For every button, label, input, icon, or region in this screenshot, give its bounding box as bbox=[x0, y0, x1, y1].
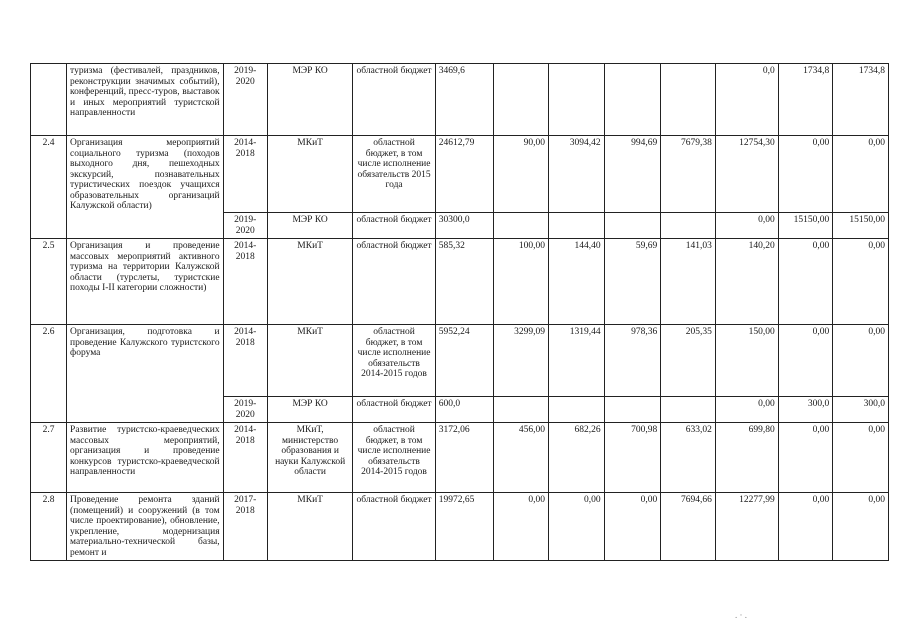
executor-cell: МКиТ bbox=[267, 239, 352, 325]
year-value-cell bbox=[604, 64, 661, 136]
scan-dots: . · . bbox=[735, 610, 747, 620]
total-value-cell: 5952,24 bbox=[435, 325, 494, 397]
total-value-cell: 3172,06 bbox=[435, 423, 494, 493]
row-number bbox=[31, 64, 67, 136]
year-value-cell: 699,80 bbox=[715, 423, 778, 493]
year-value-cell: 7679,38 bbox=[661, 136, 716, 213]
year-value-cell: 0,00 bbox=[778, 239, 833, 325]
year-value-cell: 0,00 bbox=[778, 493, 833, 561]
year-value-cell: 3094,42 bbox=[549, 136, 605, 213]
year-value-cell: 7694,66 bbox=[661, 493, 716, 561]
year-value-cell: 0,00 bbox=[715, 397, 778, 423]
total-value-cell: 585,32 bbox=[435, 239, 494, 325]
period-cell: 2014-2018 bbox=[223, 136, 267, 213]
year-value-cell: 978,36 bbox=[604, 325, 661, 397]
year-value-cell: 0,00 bbox=[833, 136, 889, 213]
activity-name: Организация, подготовка и проведение Калужского туристского форума bbox=[67, 325, 224, 423]
executor-cell: МЭР КО bbox=[267, 213, 352, 239]
year-value-cell: 90,00 bbox=[494, 136, 549, 213]
year-value-cell: 0,00 bbox=[778, 136, 833, 213]
period-cell: 2014-2018 bbox=[223, 239, 267, 325]
year-value-cell: 0,00 bbox=[833, 493, 889, 561]
row-number: 2.5 bbox=[31, 239, 67, 325]
year-value-cell: 59,69 bbox=[604, 239, 661, 325]
year-value-cell bbox=[494, 64, 549, 136]
table-row bbox=[31, 493, 889, 561]
funding-source-cell: областной бюджет bbox=[353, 397, 435, 423]
period-cell: 2014-2018 bbox=[223, 325, 267, 397]
row-number: 2.7 bbox=[31, 423, 67, 493]
year-value-cell: 0,00 bbox=[715, 213, 778, 239]
period-cell: 2014-2018 bbox=[223, 423, 267, 493]
table-row bbox=[31, 64, 889, 136]
total-value-cell: 19972,65 bbox=[435, 493, 494, 561]
year-value-cell: 205,35 bbox=[661, 325, 716, 397]
executor-cell: МКиТ, министерство образования и науки Калужской области bbox=[267, 423, 352, 493]
year-value-cell: 1734,8 bbox=[778, 64, 833, 136]
year-value-cell: 0,00 bbox=[778, 423, 833, 493]
funding-source-cell: областной бюджет bbox=[353, 213, 435, 239]
year-value-cell bbox=[494, 397, 549, 423]
executor-cell: МКиТ bbox=[267, 325, 352, 397]
year-value-cell: 141,03 bbox=[661, 239, 716, 325]
period-cell: 2019-2020 bbox=[223, 397, 267, 423]
year-value-cell: 150,00 bbox=[715, 325, 778, 397]
year-value-cell: 1319,44 bbox=[549, 325, 605, 397]
year-value-cell: 456,00 bbox=[494, 423, 549, 493]
executor-cell: МЭР КО bbox=[267, 397, 352, 423]
year-value-cell bbox=[604, 213, 661, 239]
table-row bbox=[31, 325, 889, 397]
executor-cell: МКиТ bbox=[267, 493, 352, 561]
period-cell: 2019-2020 bbox=[223, 213, 267, 239]
row-number: 2.6 bbox=[31, 325, 67, 423]
year-value-cell: 0,00 bbox=[549, 493, 605, 561]
total-value-cell: 30300,0 bbox=[435, 213, 494, 239]
year-value-cell: 0,00 bbox=[833, 423, 889, 493]
year-value-cell: 0,00 bbox=[833, 325, 889, 397]
year-value-cell bbox=[661, 64, 716, 136]
budget-table bbox=[30, 63, 889, 561]
activity-name: Проведение ремонта зданий (помещений) и сооружений (в том числе проектирование), обновление, укрепление, модернизация материально-технической базы, ремонт и bbox=[67, 493, 224, 561]
executor-cell: МКиТ bbox=[267, 136, 352, 213]
row-number: 2.4 bbox=[31, 136, 67, 239]
year-value-cell bbox=[661, 213, 716, 239]
year-value-cell: 100,00 bbox=[494, 239, 549, 325]
table-row bbox=[31, 136, 889, 213]
activity-name: Развитие туристско-краеведческих массовых мероприятий, организация и проведение конкурсов туристско-краеведческой направленности bbox=[67, 423, 224, 493]
year-value-cell bbox=[549, 213, 605, 239]
table-body bbox=[31, 64, 889, 561]
total-value-cell: 24612,79 bbox=[435, 136, 494, 213]
year-value-cell: 3299,09 bbox=[494, 325, 549, 397]
year-value-cell: 15150,00 bbox=[833, 213, 889, 239]
total-value-cell: 3469,6 bbox=[435, 64, 494, 136]
activity-name: туризма (фестивалей, праздников, реконструкции значимых событий), конференций, пресс-туров, выставок и иных мероприятий туристской направленности bbox=[67, 64, 224, 136]
period-cell: 2019-2020 bbox=[223, 64, 267, 136]
row-number: 2.8 bbox=[31, 493, 67, 561]
year-value-cell: 140,20 bbox=[715, 239, 778, 325]
year-value-cell: 12754,30 bbox=[715, 136, 778, 213]
year-value-cell: 300,0 bbox=[778, 397, 833, 423]
year-value-cell: 15150,00 bbox=[778, 213, 833, 239]
year-value-cell bbox=[549, 397, 605, 423]
activity-name: Организация мероприятий социального туризма (походов выходного дня, пешеходных экскурсий, познавательных туристических поездок учащихся образовательных организаций Калужской области) bbox=[67, 136, 224, 239]
year-value-cell: 0,0 bbox=[715, 64, 778, 136]
year-value-cell: 0,00 bbox=[778, 325, 833, 397]
activity-name: Организация и проведение массовых мероприятий активного туризма на территории Калужской области (турслеты, туристские походы I-II категории сложности) bbox=[67, 239, 224, 325]
funding-source-cell: областной бюджет, в том числе исполнение обязательств 2014-2015 годов bbox=[353, 423, 435, 493]
year-value-cell: 994,69 bbox=[604, 136, 661, 213]
year-value-cell: 633,02 bbox=[661, 423, 716, 493]
year-value-cell: 1734,8 bbox=[833, 64, 889, 136]
funding-source-cell: областной бюджет bbox=[353, 64, 435, 136]
year-value-cell: 0,00 bbox=[494, 493, 549, 561]
total-value-cell: 600,0 bbox=[435, 397, 494, 423]
table-row bbox=[31, 239, 889, 325]
year-value-cell: 12277,99 bbox=[715, 493, 778, 561]
year-value-cell bbox=[494, 213, 549, 239]
year-value-cell: 700,98 bbox=[604, 423, 661, 493]
year-value-cell: 682,26 bbox=[549, 423, 605, 493]
year-value-cell bbox=[549, 64, 605, 136]
executor-cell: МЭР КО bbox=[267, 64, 352, 136]
funding-source-cell: областной бюджет bbox=[353, 239, 435, 325]
year-value-cell: 0,00 bbox=[833, 239, 889, 325]
funding-source-cell: областной бюджет, в том числе исполнение обязательств 2014-2015 годов bbox=[353, 325, 435, 397]
funding-source-cell: областной бюджет, в том числе исполнение обязательств 2015 года bbox=[353, 136, 435, 213]
year-value-cell: 300,0 bbox=[833, 397, 889, 423]
year-value-cell: 0,00 bbox=[604, 493, 661, 561]
funding-source-cell: областной бюджет bbox=[353, 493, 435, 561]
year-value-cell bbox=[604, 397, 661, 423]
year-value-cell bbox=[661, 397, 716, 423]
table-row bbox=[31, 423, 889, 493]
period-cell: 2017-2018 bbox=[223, 493, 267, 561]
year-value-cell: 144,40 bbox=[549, 239, 605, 325]
